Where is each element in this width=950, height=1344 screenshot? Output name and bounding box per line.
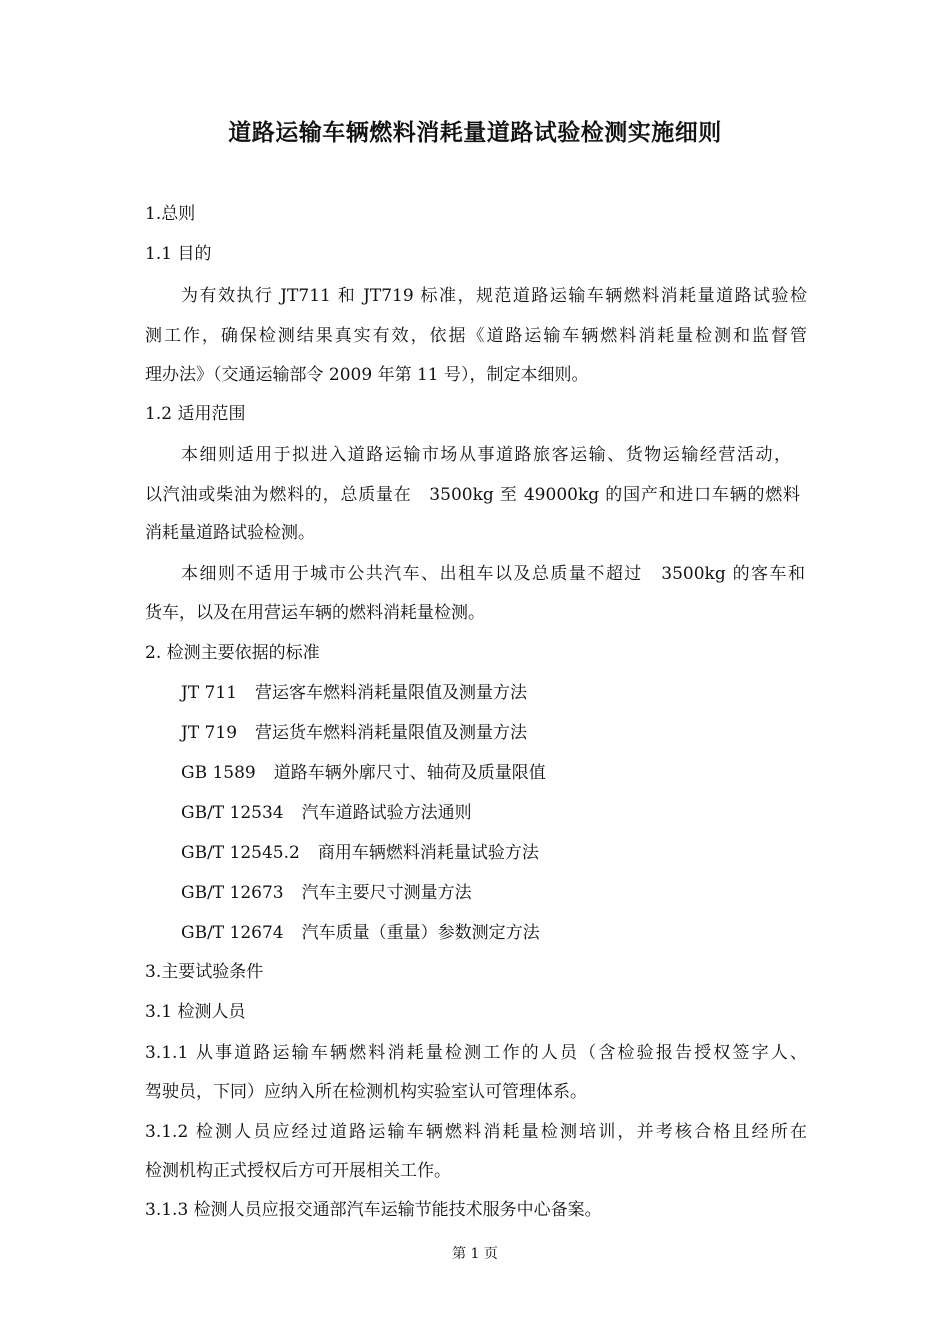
standard-item xyxy=(181,721,527,745)
section-3-1-heading: 3.1 检测人员 xyxy=(145,1002,246,1022)
standard-item xyxy=(181,921,540,945)
standard-code: GB/T 12534 xyxy=(181,803,284,823)
paragraph-line: 3.1.3 检测人员应报交通部汽车运输节能技术服务中心备案。 xyxy=(145,1200,602,1220)
paragraph-line: 理办法》（交通运输部令 2009 年第 11 号），制定本细则。 xyxy=(145,365,589,385)
section-2-heading: 2. 检测主要依据的标准 xyxy=(145,643,320,663)
standard-item xyxy=(181,761,546,785)
standard-code: GB 1589 xyxy=(181,763,256,783)
standard-code: JT 719 xyxy=(181,723,238,743)
paragraph-line: 为有效执行 JT711 和 JT719 标准，规范道路运输车辆燃料消耗量道路试验检 xyxy=(181,286,807,306)
paragraph-line: 消耗量道路试验检测。 xyxy=(145,523,315,543)
paragraph-line: 3.1.2 检测人员应经过道路运输车辆燃料消耗量检测培训，并考核合格且经所在 xyxy=(145,1122,807,1142)
paragraph-line: 3.1.1 从事道路运输车辆燃料消耗量检测工作的人员（含检验报告授权签字人、 xyxy=(145,1043,807,1063)
paragraph-line: 本细则适用于拟进入道路运输市场从事道路旅客运输、货物运输经营活动， xyxy=(181,445,791,465)
section-1-1-heading: 1.1 目的 xyxy=(145,244,212,264)
standard-code: GB/T 12673 xyxy=(181,883,284,903)
paragraph-line: 测工作，确保检测结果真实有效，依据《道路运输车辆燃料消耗量检测和监督管 xyxy=(145,326,807,346)
standard-name: 营运货车燃料消耗量限值及测量方法 xyxy=(255,723,528,743)
paragraph-line: 驾驶员，下同）应纳入所在检测机构实验室认可管理体系。 xyxy=(145,1082,587,1102)
standard-item xyxy=(181,681,527,705)
standard-name: 汽车道路试验方法通则 xyxy=(301,803,472,823)
standard-item xyxy=(181,801,472,825)
standard-code: GB/T 12674 xyxy=(181,923,284,943)
paragraph-line: 本细则不适用于城市公共汽车、出租车以及总质量不超过 3500kg 的客车和 xyxy=(181,564,805,584)
standard-name: 道路车辆外廓尺寸、轴荷及质量限值 xyxy=(273,763,546,783)
standard-name: 商用车辆燃料消耗量试验方法 xyxy=(317,843,539,863)
paragraph-line: 以汽油或柴油为燃料的，总质量在 3500kg 至 49000kg 的国产和进口车辆的燃料 xyxy=(145,485,800,505)
section-1-heading: 1.总则 xyxy=(145,204,196,224)
standard-name: 汽车质量（重量）参数测定方法 xyxy=(301,923,540,943)
standard-name: 营运客车燃料消耗量限值及测量方法 xyxy=(255,683,528,703)
standard-code: GB/T 12545.2 xyxy=(181,843,300,863)
standard-code: JT 711 xyxy=(181,683,238,703)
document-title: 道路运输车辆燃料消耗量道路试验检测实施细则 xyxy=(228,120,722,146)
standard-name: 汽车主要尺寸测量方法 xyxy=(301,883,472,903)
section-3-heading: 3.主要试验条件 xyxy=(145,962,264,982)
standard-item xyxy=(181,881,472,905)
section-1-2-heading: 1.2 适用范围 xyxy=(145,404,246,424)
paragraph-line: 货车，以及在用营运车辆的燃料消耗量检测。 xyxy=(145,603,485,623)
standard-item xyxy=(181,841,539,865)
page-number: 第 1 页 xyxy=(452,1246,498,1262)
paragraph-line: 检测机构正式授权后方可开展相关工作。 xyxy=(145,1161,451,1181)
